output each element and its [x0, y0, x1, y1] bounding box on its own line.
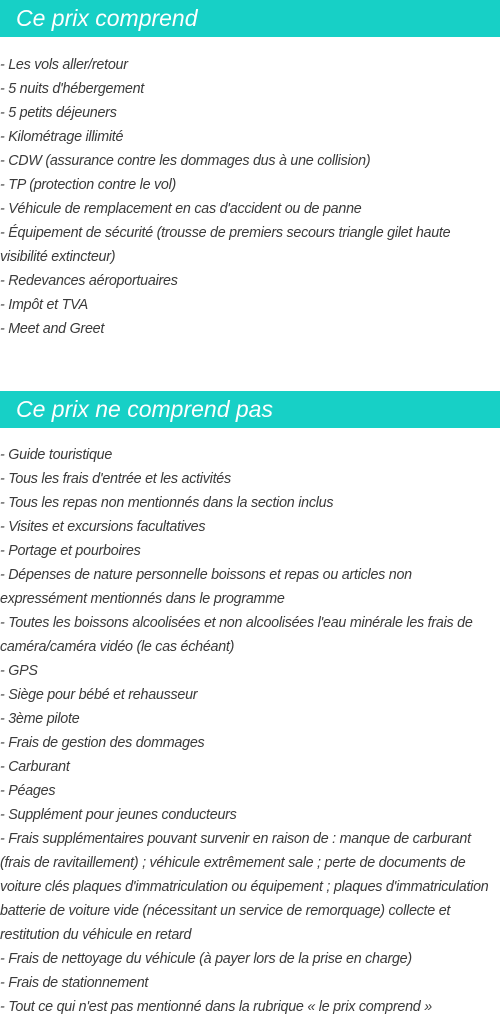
included-item: - Meet and Greet — [0, 321, 105, 337]
excluded-item: - Supplément pour jeunes conducteurs — [0, 807, 237, 823]
excluded-heading: Ce prix ne comprend pas — [0, 391, 500, 428]
included-item: - Impôt et TVA — [0, 297, 88, 313]
excluded-list — [0, 443, 500, 1019]
excluded-item: - Visites et excursions facultatives — [0, 519, 206, 535]
excluded-item: - GPS — [0, 663, 38, 679]
included-item: - Les vols aller/retour — [0, 57, 128, 73]
excluded-item: - Siège pour bébé et rehausseur — [0, 687, 198, 703]
included-section — [0, 0, 500, 341]
excluded-item: - Dépenses de nature personnelle boissons et repas ou articles non expressément mentionnés dans le programme — [0, 567, 412, 607]
included-item: - Véhicule de remplacement en cas d'accident ou de panne — [0, 201, 362, 217]
included-item: - CDW (assurance contre les dommages dus à une collision) — [0, 153, 371, 169]
excluded-item: - 3ème pilote — [0, 711, 80, 727]
included-item: - Redevances aéroportuaires — [0, 273, 178, 289]
excluded-item: - Frais supplémentaires pouvant survenir en raison de : manque de carburant (frais de ravitaillement) ; véhicule extrêmement sale ; perte de documents de voiture clés plaques d'immatriculation ou équipement ; plaques d'immatriculation batterie de voiture vide (nécessitant un service de remorquage) collecte et restitution du véhicule en retard — [0, 831, 489, 943]
included-item: - Kilométrage illimité — [0, 129, 124, 145]
excluded-item: - Frais de nettoyage du véhicule (à payer lors de la prise en charge) — [0, 951, 412, 967]
included-list — [0, 53, 500, 341]
excluded-item: - Frais de stationnement — [0, 975, 149, 991]
excluded-item: - Carburant — [0, 759, 70, 775]
excluded-item: - Tous les frais d'entrée et les activités — [0, 471, 231, 487]
included-item: - Équipement de sécurité (trousse de premiers secours triangle gilet haute visibilité extincteur) — [0, 225, 451, 265]
excluded-item: - Guide touristique — [0, 447, 113, 463]
excluded-item: - Toutes les boissons alcoolisées et non alcoolisées l'eau minérale les frais de caméra/caméra vidéo (le cas échéant) — [0, 615, 473, 655]
excluded-item: - Péages — [0, 783, 56, 799]
excluded-item: - Portage et pourboires — [0, 543, 141, 559]
included-item: - 5 petits déjeuners — [0, 105, 117, 121]
included-item: - 5 nuits d'hébergement — [0, 81, 145, 97]
excluded-item: - Tout ce qui n'est pas mentionné dans la rubrique « le prix comprend » — [0, 999, 432, 1015]
included-item: - TP (protection contre le vol) — [0, 177, 177, 193]
excluded-section — [0, 391, 500, 1019]
excluded-item: - Frais de gestion des dommages — [0, 735, 205, 751]
included-heading: Ce prix comprend — [0, 0, 500, 37]
excluded-item: - Tous les repas non mentionnés dans la section inclus — [0, 495, 334, 511]
